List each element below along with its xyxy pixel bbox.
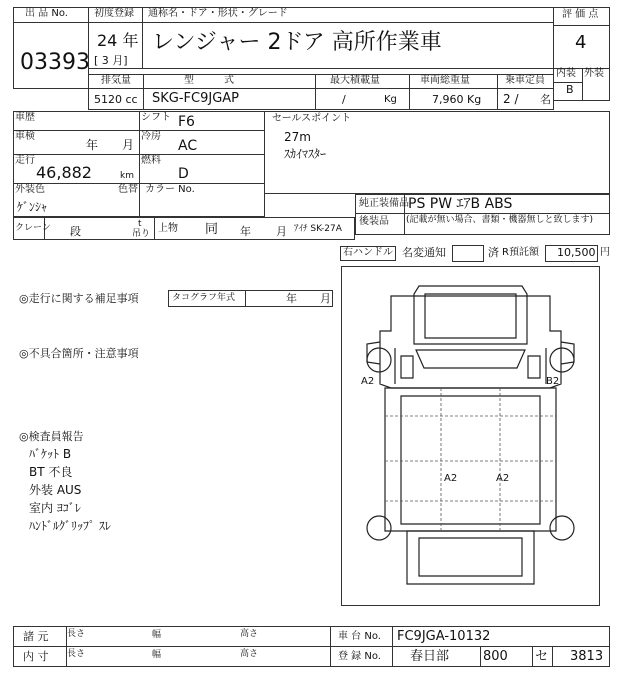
score-value: 4 <box>575 32 587 53</box>
footer-dims-label: 内 寸 <box>23 650 49 663</box>
ac-label: 冷房 <box>141 131 161 142</box>
equipment-value: PS PW ｴｱB ABS <box>408 196 513 212</box>
report-line-1: ﾊﾞｹｯﾄ B <box>29 447 72 461</box>
damage-mark: A2 <box>444 473 458 484</box>
shift-label: シフト <box>141 112 171 123</box>
footer-specs-label: 諸 元 <box>23 630 49 643</box>
tacho-label: タコグラフ年式 <box>172 293 236 303</box>
vehicle-damage-diagram <box>341 266 600 606</box>
damage-mark: A2 <box>496 473 510 484</box>
vehicle-name: レンジャー 2ドア 高所作業車 <box>152 30 442 55</box>
gross-weight-value: 7,960 Kg <box>432 93 482 106</box>
shift-value: F6 <box>178 114 195 130</box>
report-line-4: 室内 ﾖｺﾞﾚ <box>29 501 81 515</box>
capacity-label: 乗車定員 <box>505 75 545 86</box>
chassis-value: FC9JGA-10132 <box>397 629 491 644</box>
crane-hang-label: 吊り <box>132 229 151 239</box>
deposit-unit: 円 <box>600 247 610 258</box>
interior-grade: B <box>566 83 574 96</box>
reg-label: 登 録 No. <box>338 651 381 662</box>
fuel-value: D <box>178 166 189 182</box>
lot-box <box>13 7 89 89</box>
report-line-2: BT 不良 <box>29 465 73 479</box>
footer-table <box>13 626 610 667</box>
damage-mark: B2 <box>546 376 560 387</box>
gross-weight-label: 車両総重量 <box>420 75 470 86</box>
color-code-label: カラー No. <box>145 184 195 195</box>
score-label: 評 価 点 <box>562 9 599 20</box>
max-load-value: / <box>342 93 346 106</box>
report-line-3: 外装 AUS <box>29 483 82 497</box>
name-change-label: 名変通知 <box>402 246 446 259</box>
lot-label: 出 品 No. <box>25 8 68 19</box>
mileage-label: 走行 <box>15 155 35 166</box>
specs-width-label: 幅 <box>152 630 162 640</box>
crane-ton-label: t <box>138 219 142 229</box>
after-market-note: (記載が無い場合、書類・機器無しと致します) <box>406 215 594 225</box>
lift-label: 上物 <box>158 223 178 234</box>
crane-label: クレーン <box>15 223 51 233</box>
dims-length-label: 長さ <box>67 649 86 659</box>
lot-number: 03393 <box>20 50 90 75</box>
displacement-value: 5120 cc <box>94 93 138 106</box>
specs-height-label: 高さ <box>240 629 259 639</box>
sales-point-line1: 27m <box>284 130 311 144</box>
first-reg-label: 初度登録 <box>94 8 134 19</box>
reg-number: 3813 <box>570 649 604 664</box>
color-value: ｹﾞﾝｼｬ <box>17 200 48 214</box>
mileage-unit: km <box>120 171 134 181</box>
inspection-month: 月 <box>122 138 135 152</box>
crane-stage-label: 段 <box>70 225 81 238</box>
lift-maker: ｱｲﾁ SK-27A <box>294 224 342 234</box>
chassis-label: 車 台 No. <box>338 631 381 642</box>
dims-width-label: 幅 <box>152 650 162 660</box>
ac-value: AC <box>178 138 198 154</box>
first-reg-year: 24 年 <box>97 31 139 50</box>
max-load-label: 最大積載量 <box>330 75 380 86</box>
sales-point-line2: ｽｶｲﾏｽﾀｰ <box>284 147 327 161</box>
interior-label: 内装 <box>556 68 576 79</box>
color-label: 外装色 <box>15 184 45 195</box>
score-box <box>553 7 610 101</box>
tacho-month: 月 <box>320 292 331 305</box>
first-reg-month: [ 3 月] <box>94 54 128 67</box>
lift-year: 年 <box>240 225 251 238</box>
dims-height-label: 高さ <box>240 649 259 659</box>
tacho-year: 年 <box>286 292 297 305</box>
equipment-label: 純正装備品 <box>359 198 409 209</box>
recycle-done-mark: 済 <box>488 246 499 259</box>
displacement-label: 排気量 <box>101 75 131 86</box>
reg-kana: セ <box>535 649 549 664</box>
report-line-5: ﾊﾝﾄﾞﾙｸﾞﾘｯﾌﾟ ｽﾚ <box>29 519 111 533</box>
capacity-unit: 名 <box>540 93 551 106</box>
damage-mark: A2 <box>361 376 375 387</box>
driving-notes-label: ◎走行に関する補足事項 <box>19 292 139 305</box>
vehicle-name-label: 通称名・ドア・形状・グレード <box>148 8 288 19</box>
color-change-label: 色替 <box>118 184 138 195</box>
lift-value: 同 <box>205 222 219 237</box>
model-label: 型 式 <box>184 75 234 86</box>
reg-class: 800 <box>483 649 508 664</box>
lift-month: 月 <box>276 225 287 238</box>
model-value: SKG-FC9JGAP <box>152 91 240 106</box>
defects-label: ◎不具合箇所・注意事項 <box>19 347 139 360</box>
steering-value: 右ハンドル <box>343 247 393 258</box>
inspection-year: 年 <box>86 138 99 152</box>
reg-area: 春日部 <box>410 649 450 664</box>
capacity-value: 2 / <box>503 92 519 106</box>
deposit-label: R預託額 <box>502 247 539 258</box>
sales-point-label: セールスポイント <box>272 113 352 124</box>
name-change-box <box>452 245 484 262</box>
fuel-label: 燃料 <box>141 155 161 166</box>
history-label: 車歴 <box>15 112 35 123</box>
inspection-label: 車検 <box>15 131 35 142</box>
exterior-label: 外装 <box>584 68 604 79</box>
inspector-report-label: ◎検査員報告 <box>19 430 84 443</box>
after-market-label: 後装品 <box>359 216 389 227</box>
mileage-value: 46,882 <box>36 163 92 182</box>
max-load-unit: Kg <box>384 94 397 105</box>
deposit-value: 10,500 <box>557 246 596 259</box>
specs-length-label: 長さ <box>67 629 86 639</box>
